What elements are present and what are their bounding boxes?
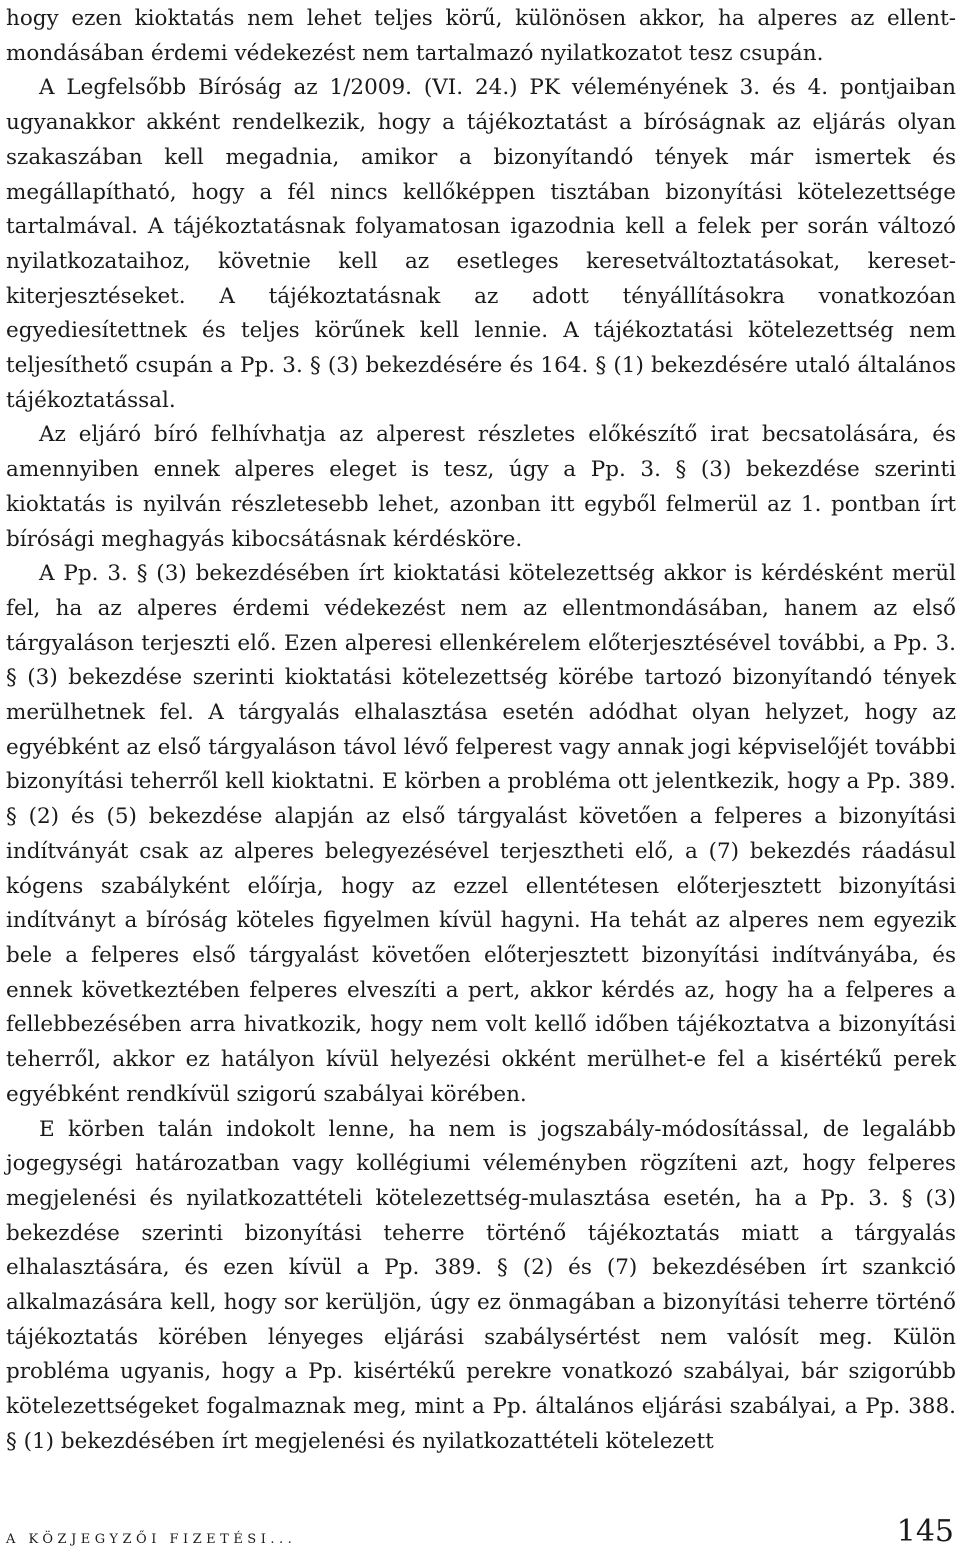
paragraph-continuation: hogy ezen kioktatás nem lehet teljes körű, különösen akkor, ha alperes az ellentmondásában érdemi védekezést nem tartalmazó nyilatkozatot tesz csupán. xyxy=(6,6,956,66)
running-head: A KÖZJEGYZŐI FIZETÉSI... xyxy=(6,1532,297,1547)
paragraph: A Legfelsőbb Bíróság az 1/2009. (VI. 24.) PK véleményének 3. és 4. pontjaiban ugyanakkor akként rendelkezik, hogy a tájékoztatást a bíróságnak az eljárás olyan szakaszában kell megadnia, amikor a bizonyítandó tények már ismertek és megállapítható, hogy a fél nincs kellőképpen tisztában bizonyítási kötelezettsége tartalmával. A tájékoztatásnak folyamatosan igazodnia kell a felek per során változó nyilatkozataihoz, követnie kell az esetleges keresetváltoztatásokat, kereset-kiterjesztéseket. A tájékoztatásnak az adott tényállításokra vonatkozóan egyediesítettnek és teljes körűnek kell lennie. A tájékoztatási kötelezettség nem teljesíthető csupán a Pp. 3. § (3) bekezdésére és 164. § (1) bekezdésére utaló általános tájékoztatással. xyxy=(6,75,956,413)
body-text xyxy=(6,2,956,1460)
paragraph: E körben talán indokolt lenne, ha nem is jogszabály-módosítással, de legalább jogegységi határozatban vagy kollégiumi véleményben rögzíteni azt, hogy felperes megjelenési és nyilatkozattételi kötelezettség-mulasztása esetén, ha a Pp. 3. § (3) bekezdése szerinti bizonyítási teherre történő tájékoztatás miatt a tárgyalás elhalasztására, és ezen kívül a Pp. 389. § (2) és (7) bekezdésében írt szankció alkalmazására kell, hogy sor kerüljön, úgy ez önmagában a bizonyítási teherre történő tájékoztatás körében lényeges eljárási szabálysértést nem valósít meg. Külön probléma ugyanis, hogy a Pp. kisértékű perekre vonatkozó szabályai, bár szigorúbb kötelezettségeket fogalmaznak meg, mint a Pp. általános eljárási szabályai, a Pp. 388. § (1) bekezdésében írt megjelenési és nyilatkozattételi kötelezett xyxy=(6,1116,956,1454)
paragraph: Az eljáró bíró felhívhatja az alperest részletes előkészítő irat becsatolására, és amennyiben ennek alperes eleget is tesz, úgy a Pp. 3. § (3) bekezdése szerinti kioktatás is nyilván részletesebb lehet, azonban itt egyből felmerül az 1. pontban írt bírósági meghagyás kibocsátásnak kérdésköre. xyxy=(6,422,956,552)
page-number: 145 xyxy=(896,1514,954,1549)
document-page xyxy=(6,0,956,1559)
paragraph: A Pp. 3. § (3) bekezdésében írt kioktatási kötelezettség akkor is kérdésként merül fel, ha az alperes érdemi védekezést nem az ellentmondásában, hanem az első tárgyaláson terjeszti elő. Ezen alperesi ellenkérelem előterjesztésével további, a Pp. 3. § (3) bekezdése szerinti kioktatási kötelezettség körébe tartozó bizonyítandó tények merülhetnek fel. A tárgyalás elhalasztása esetén adódhat olyan helyzet, hogy az egyébként az első tárgyaláson távol lévő felperest vagy annak jogi képviselőjét további bizonyítási teherről kell kioktatni. E körben a probléma ott jelentkezik, hogy a Pp. 389. § (2) és (5) bekezdése alapján az első tárgyalást követően a felperes a bizonyítási indítványát csak az alperes belegyezésével terjesztheti elő, a (7) bekezdés ráadásul kógens szabályként előírja, hogy az ezzel ellentétesen előterjesztett bizonyítási indítványt a bíróság köteles figyelmen kívül hagyni. Ha tehát az alperes nem egyezik bele a felperes első tárgyalást követően előterjesztett bizonyítási indítványába, és ennek következtében felperes elveszíti a pert, akkor kérdés az, hogy ha a felperes a fellebbezésében arra hivatkozik, hogy nem volt kellő időben tájékoztatva a bizonyítási teherről, akkor ez hatályon kívül helyezési okként merülhet-e fel a kisértékű perek egyébként rendkívül szigorú szabályai körében. xyxy=(6,561,956,1107)
page-footer xyxy=(6,1510,956,1554)
